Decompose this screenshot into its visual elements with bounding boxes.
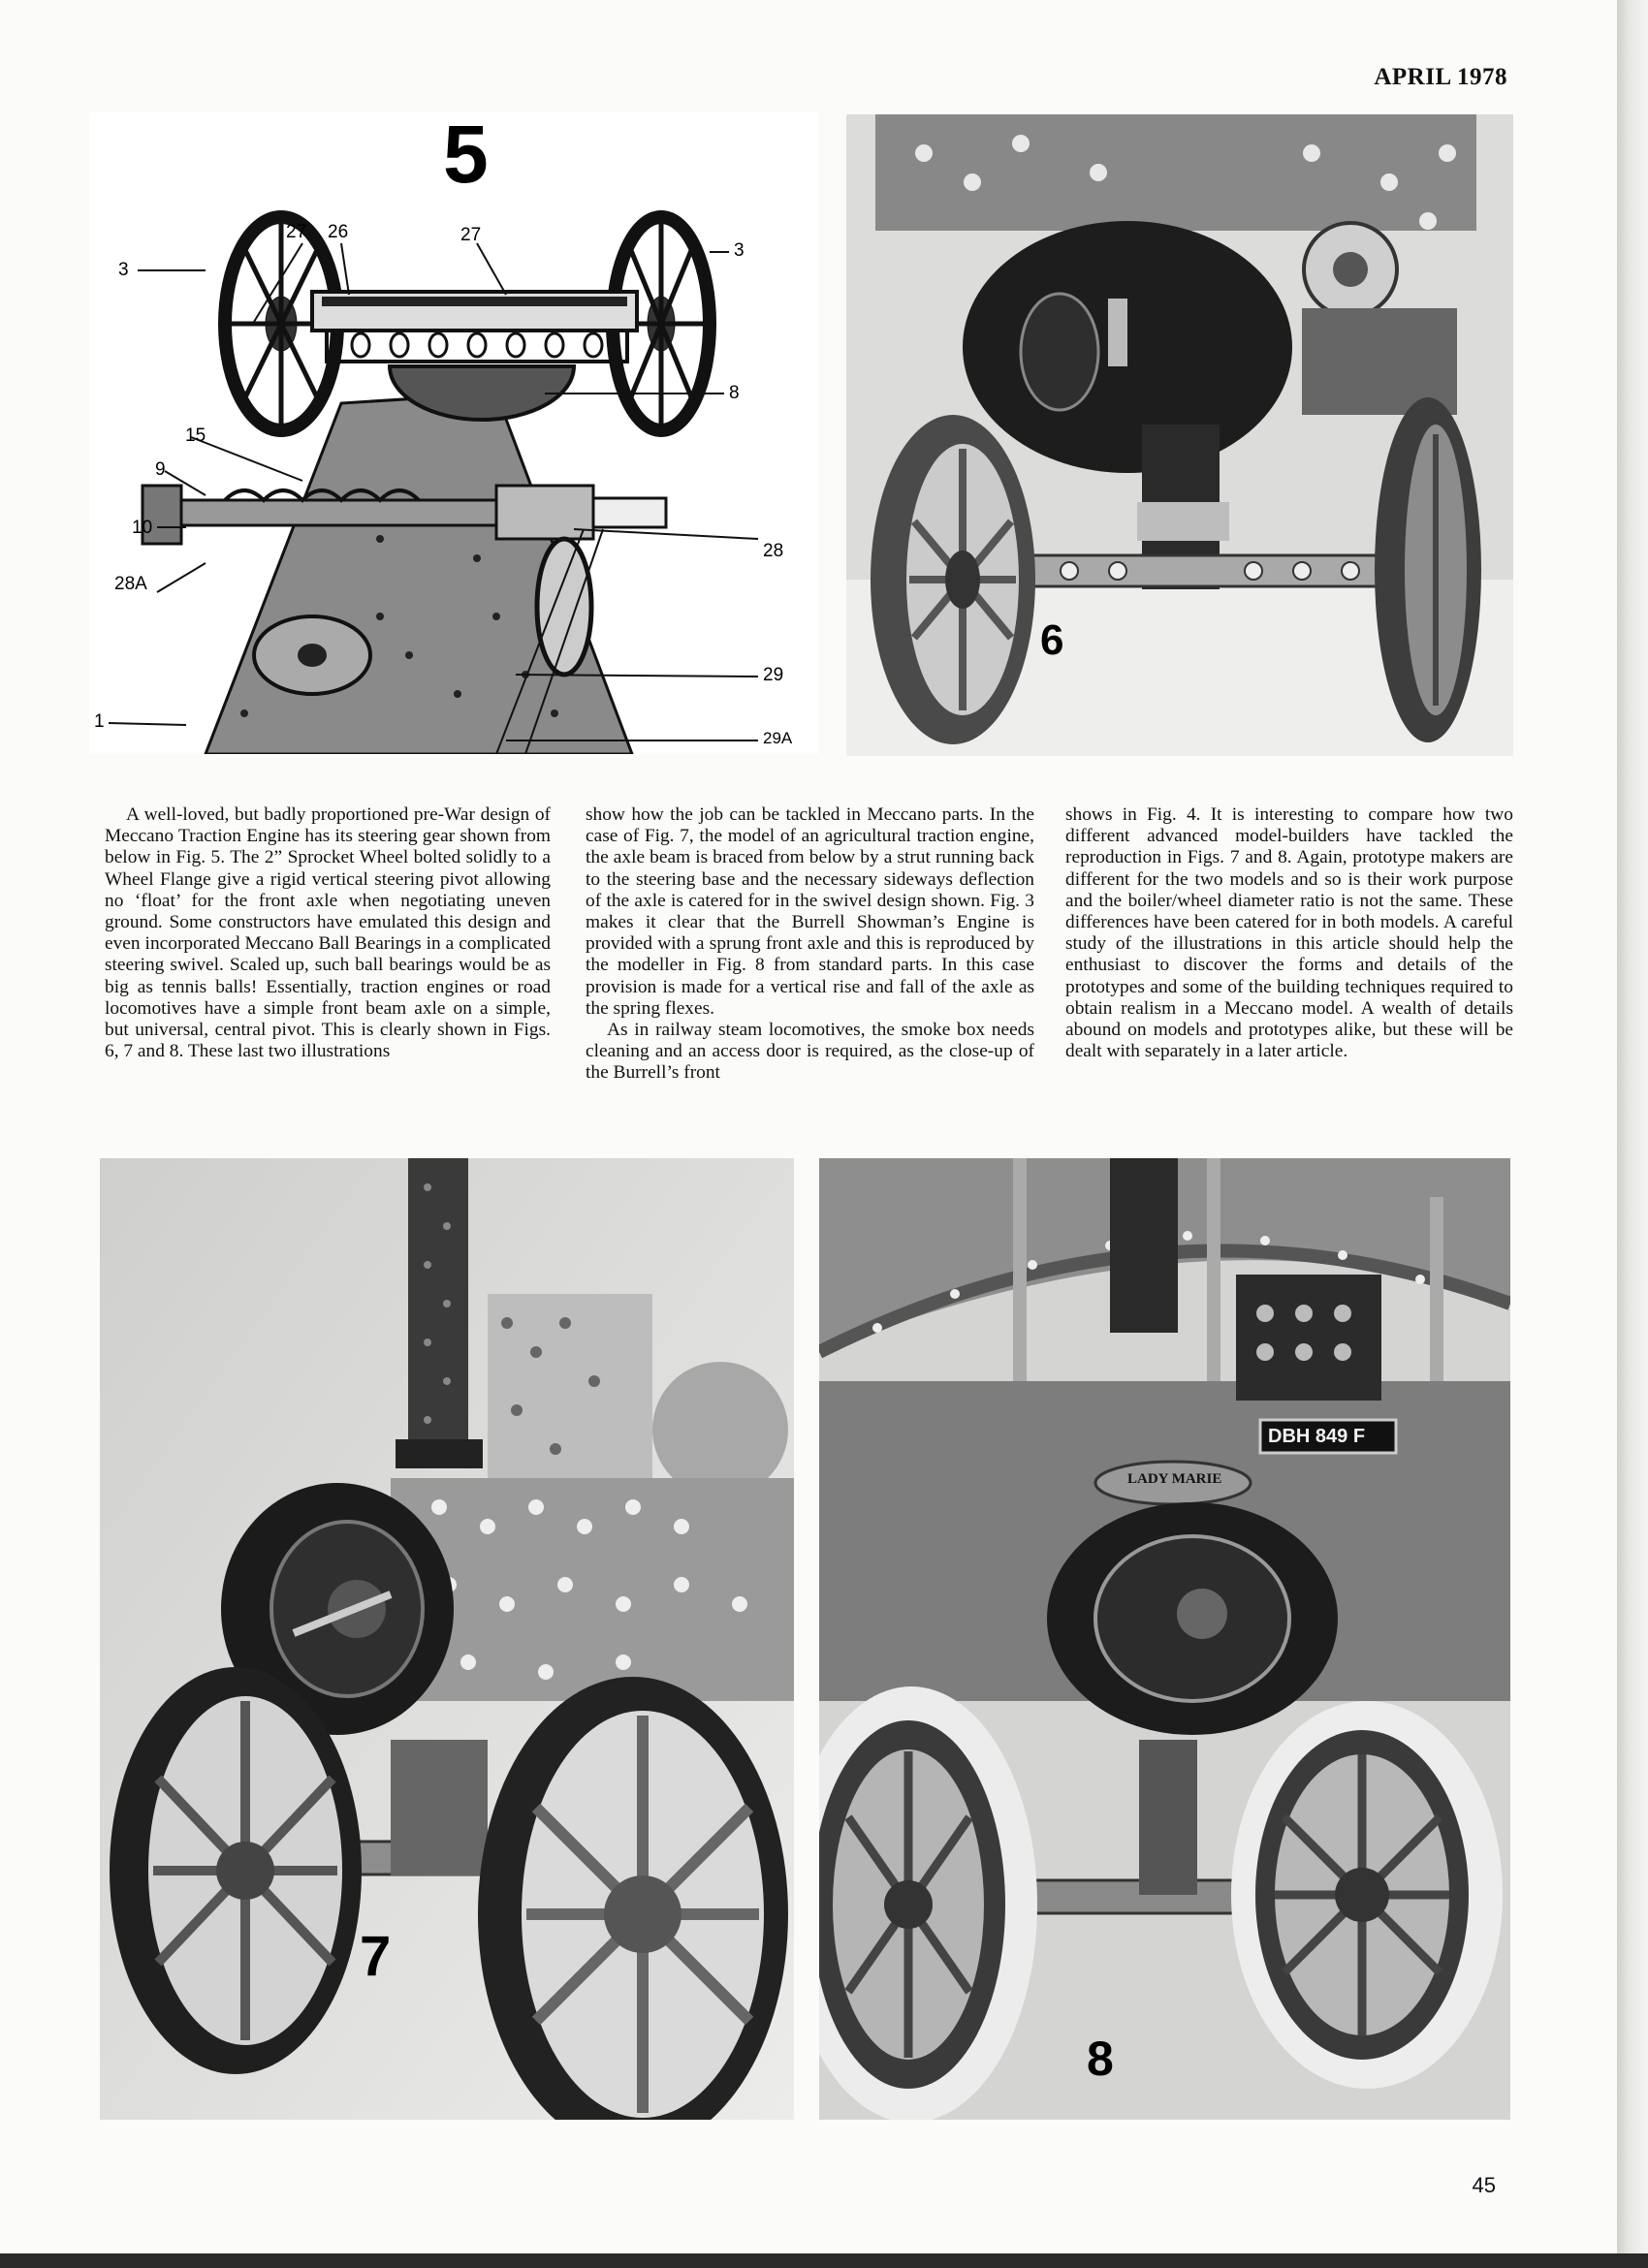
article-column-3 (1065, 804, 1513, 1062)
figure-8-number: 8 (1087, 2032, 1114, 2086)
fig5-callout: 29A (763, 729, 793, 747)
fig5-callout: 10 (132, 518, 153, 538)
fig5-callout: 27 (460, 225, 482, 245)
fig5-callout: 3 (118, 260, 129, 280)
fig5-callout: 8 (729, 383, 740, 403)
fig5-callout: 27 (286, 222, 307, 242)
nameplate-text: LADY MARIE (1127, 1471, 1222, 1487)
figure-7-number: 7 (360, 1925, 392, 1988)
paragraph: show how the job can be tackled in Meccano parts. In the case of Fig. 7, the model of an agricultural traction engine, the axle beam is braced from below by a strut running back to the steering base and the necessary sideways deflection of the axle is catered for in the swivel design shown. Fig. 3 makes it clear that the Burrell Showman’s Engine is provided with a sprung front axle and this is reproduced by the modeller in Fig. 8 from standard parts. In this case provision is made for a vertical rise and fall of the axle as the spring flexes. (586, 804, 1034, 1019)
page-number: 45 (1472, 2173, 1496, 2197)
paragraph: As in railway steam locomotives, the smoke box needs cleaning and an access door is required, as the close-up of the Burrell’s front (586, 1020, 1034, 1084)
fig5-callout: 28 (763, 541, 784, 561)
figure-6-number: 6 (1040, 616, 1064, 664)
fig5-callout: 9 (155, 459, 166, 480)
fig5-callout: 29 (763, 665, 784, 685)
page-edge-shadow (1617, 0, 1648, 2268)
figure-6-front-axle-photo (846, 114, 1513, 756)
fig5-callout: 1 (94, 711, 105, 732)
article-column-1 (105, 804, 551, 1062)
issue-date: APRIL 1978 (1374, 64, 1507, 90)
figure-8-showmans-engine-photo (819, 1158, 1510, 2120)
article-column-2 (586, 804, 1034, 1085)
scan-bottom-edge (0, 2253, 1648, 2268)
fig5-callout: 26 (328, 222, 349, 242)
fig5-callout: 15 (185, 425, 206, 446)
paragraph: shows in Fig. 4. It is interesting to compare how two different advanced model-builders have tackled the reproduction in Figs. 7 and 8. Again, prototype makers are different for the two models and so is their work purpose and the boiler/wheel diameter ratio is not the same. These differences have been catered for in both models. A careful study of the illustrations in this article should help the enthusiast to discover the forms and details of the prototypes and some of the building techniques required to obtain realism in a Meccano model. A wealth of details abound on models and prototypes alike, but these will be dealt with separately in a later article. (1065, 804, 1513, 1062)
fig5-callout: 3 (734, 240, 745, 261)
figure-5-steering-gear-drawing (89, 112, 818, 754)
paragraph: A well-loved, but badly proportioned pre-War design of Meccano Traction Engine has its steering gear shown from below in Fig. 5. The 2” Sprocket Wheel bolted solidly to a Wheel Flange give a rigid vertical steering pivot allowing no ‘float’ for the front axle when negotiating uneven ground. Some constructors have emulated this design and even incorporated Meccano Ball Bearings in a complicated steering swivel. Scaled up, such ball bearings would be as big as tennis balls! Essentially, traction engines or road locomotives have a simple front beam axle on a simple, but universal, central pivot. This is clearly shown in Figs. 6, 7 and 8. These last two illustrations (105, 804, 551, 1062)
figure-5-number: 5 (443, 112, 489, 200)
fig5-callout: 28A (114, 574, 147, 594)
figure-7-traction-engine-photo (100, 1158, 794, 2120)
number-plate-text: DBH 849 F (1268, 1426, 1366, 1447)
